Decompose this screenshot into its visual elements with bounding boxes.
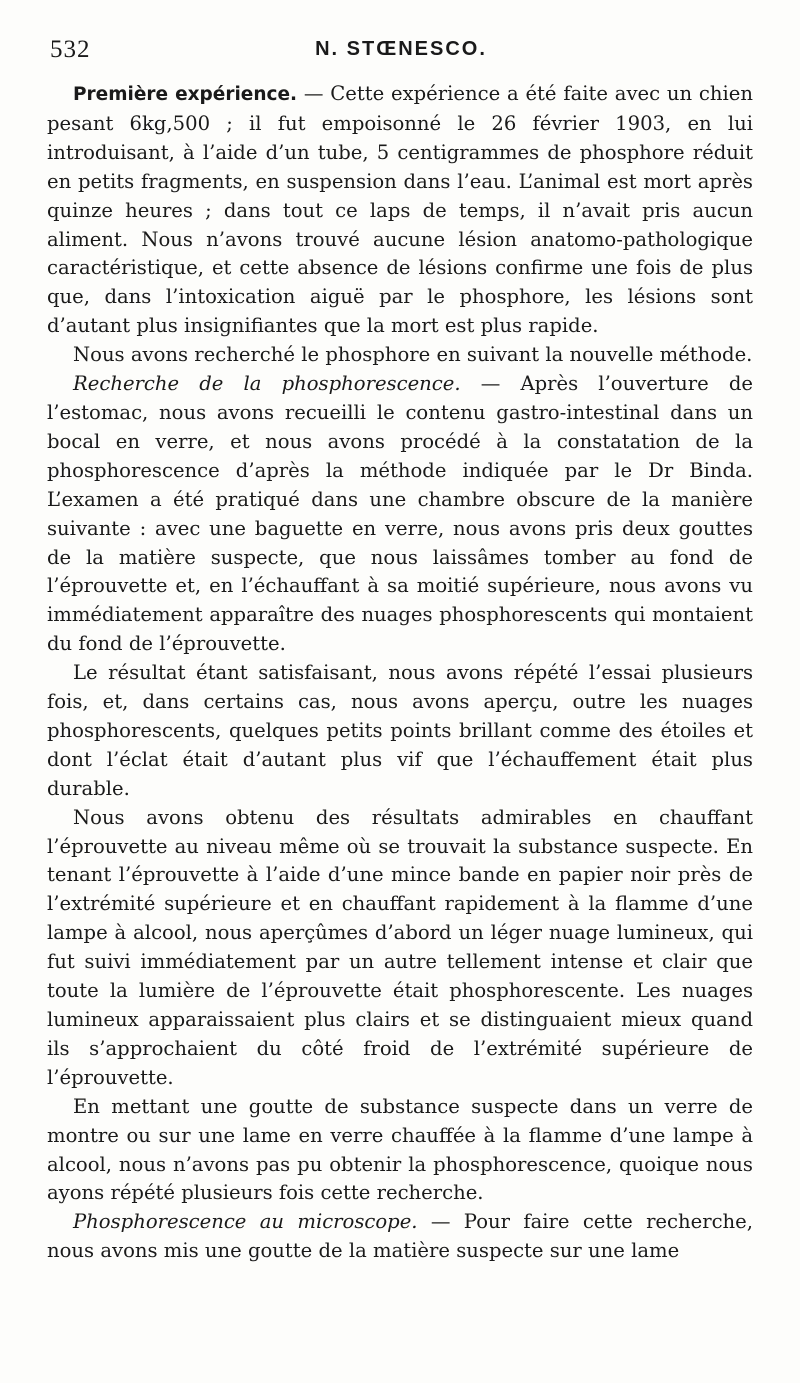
- section-heading-microscope: Phosphorescence au microscope.: [73, 1210, 418, 1234]
- page-header: [50, 36, 752, 66]
- paragraph-premiere-experience: [47, 80, 753, 341]
- paragraph-text: Nous avons recherché le phosphore en suivant la nouvelle méthode.: [73, 343, 753, 367]
- paragraph-text: — Après l’ouverture de l’estomac, nous avons recueilli le contenu gastro-intestinal dans un bocal en verre, et nous avons procédé à la constatation de la phosphorescence d’après la méthode indiquée par le Dr Binda. L’examen a été pratiqué dans une chambre obscure de la manière suivante : avec une baguette en verre, nous avons pris deux gouttes de la matière suspecte, que nous laissâmes tomber au fond de l’éprouvette et, en l’échauffant à sa moitié supérieure, nous avons vu immédiatement apparaître des nuages phosphorescents qui montaient du fond de l’éprouvette.: [47, 372, 753, 656]
- paragraph-text: — Cette expérience a été faite avec un chien pesant 6kg,500 ; il fut empoisonné le 26 février 1903, en lui introduisant, à l’aide d’un tube, 5 centigrammes de phosphore réduit en petits fragments, en suspension dans l’eau. L’animal est mort après quinze heures ; dans tout ce laps de temps, il n’avait pris aucun aliment. Nous n’avons trouvé aucune lésion anatomo-pathologique caractéristique, et cette absence de lésions confirme une fois de plus que, dans l’intoxication aiguë par le phosphore, les lésions sont d’autant plus insignifiantes que la mort est plus rapide.: [47, 82, 753, 338]
- paragraph-text: En mettant une goutte de substance suspecte dans un verre de montre ou sur une lame en verre chauffée à la flamme d’une lampe à alcool, nous n’avons pas pu obtenir la phosphorescence, quoique nous ayons répété plusieurs fois cette recherche.: [47, 1094, 753, 1205]
- running-head: N. STŒNESCO.: [315, 38, 487, 60]
- paragraph-text: Le résultat étant satisfaisant, nous avons répété l’essai plusieurs fois, et, dans certains cas, nous avons aperçu, outre les nuages phosphorescents, quelques petits points brillant comme des étoiles et dont l’éclat était d’autant plus vif que l’échauffement était plus durable.: [47, 661, 753, 800]
- paragraph-text: — Pour faire cette recherche, nous avons mis une goutte de la matière suspecte sur une lame: [47, 1210, 753, 1263]
- paragraph-methode: [47, 341, 753, 370]
- paragraph-resultat: [47, 659, 753, 804]
- page-number: 532: [50, 36, 91, 63]
- section-heading-premiere-experience: Première expérience.: [73, 84, 298, 105]
- paragraph-resultats-admirables: [47, 804, 753, 1093]
- section-heading-recherche-phosphorescence: Recherche de la phosphorescence.: [73, 372, 461, 396]
- body-text: [47, 80, 753, 1266]
- paragraph-recherche-phosphorescence: [47, 370, 753, 659]
- paragraph-verre-de-montre: [47, 1093, 753, 1209]
- paragraph-microscope: [47, 1208, 753, 1266]
- paragraph-text: Nous avons obtenu des résultats admirables en chauffant l’éprouvette au niveau même où se trouvait la substance suspecte. En tenant l’éprouvette à l’aide d’une mince bande en papier noir près de l’extrémité supérieure et en chauffant rapidement à la flamme d’une lampe à alcool, nous aperçûmes d’abord un léger nuage lumineux, qui fut suivi immédiatement par un autre tellement intense et clair que toute la lumière de l’éprouvette était phosphorescente. Les nuages lumineux apparaissaient plus clairs et se distinguaient mieux quand ils s’approchaient du côté froid de l’extrémité supérieure de l’éprouvette.: [47, 805, 753, 1089]
